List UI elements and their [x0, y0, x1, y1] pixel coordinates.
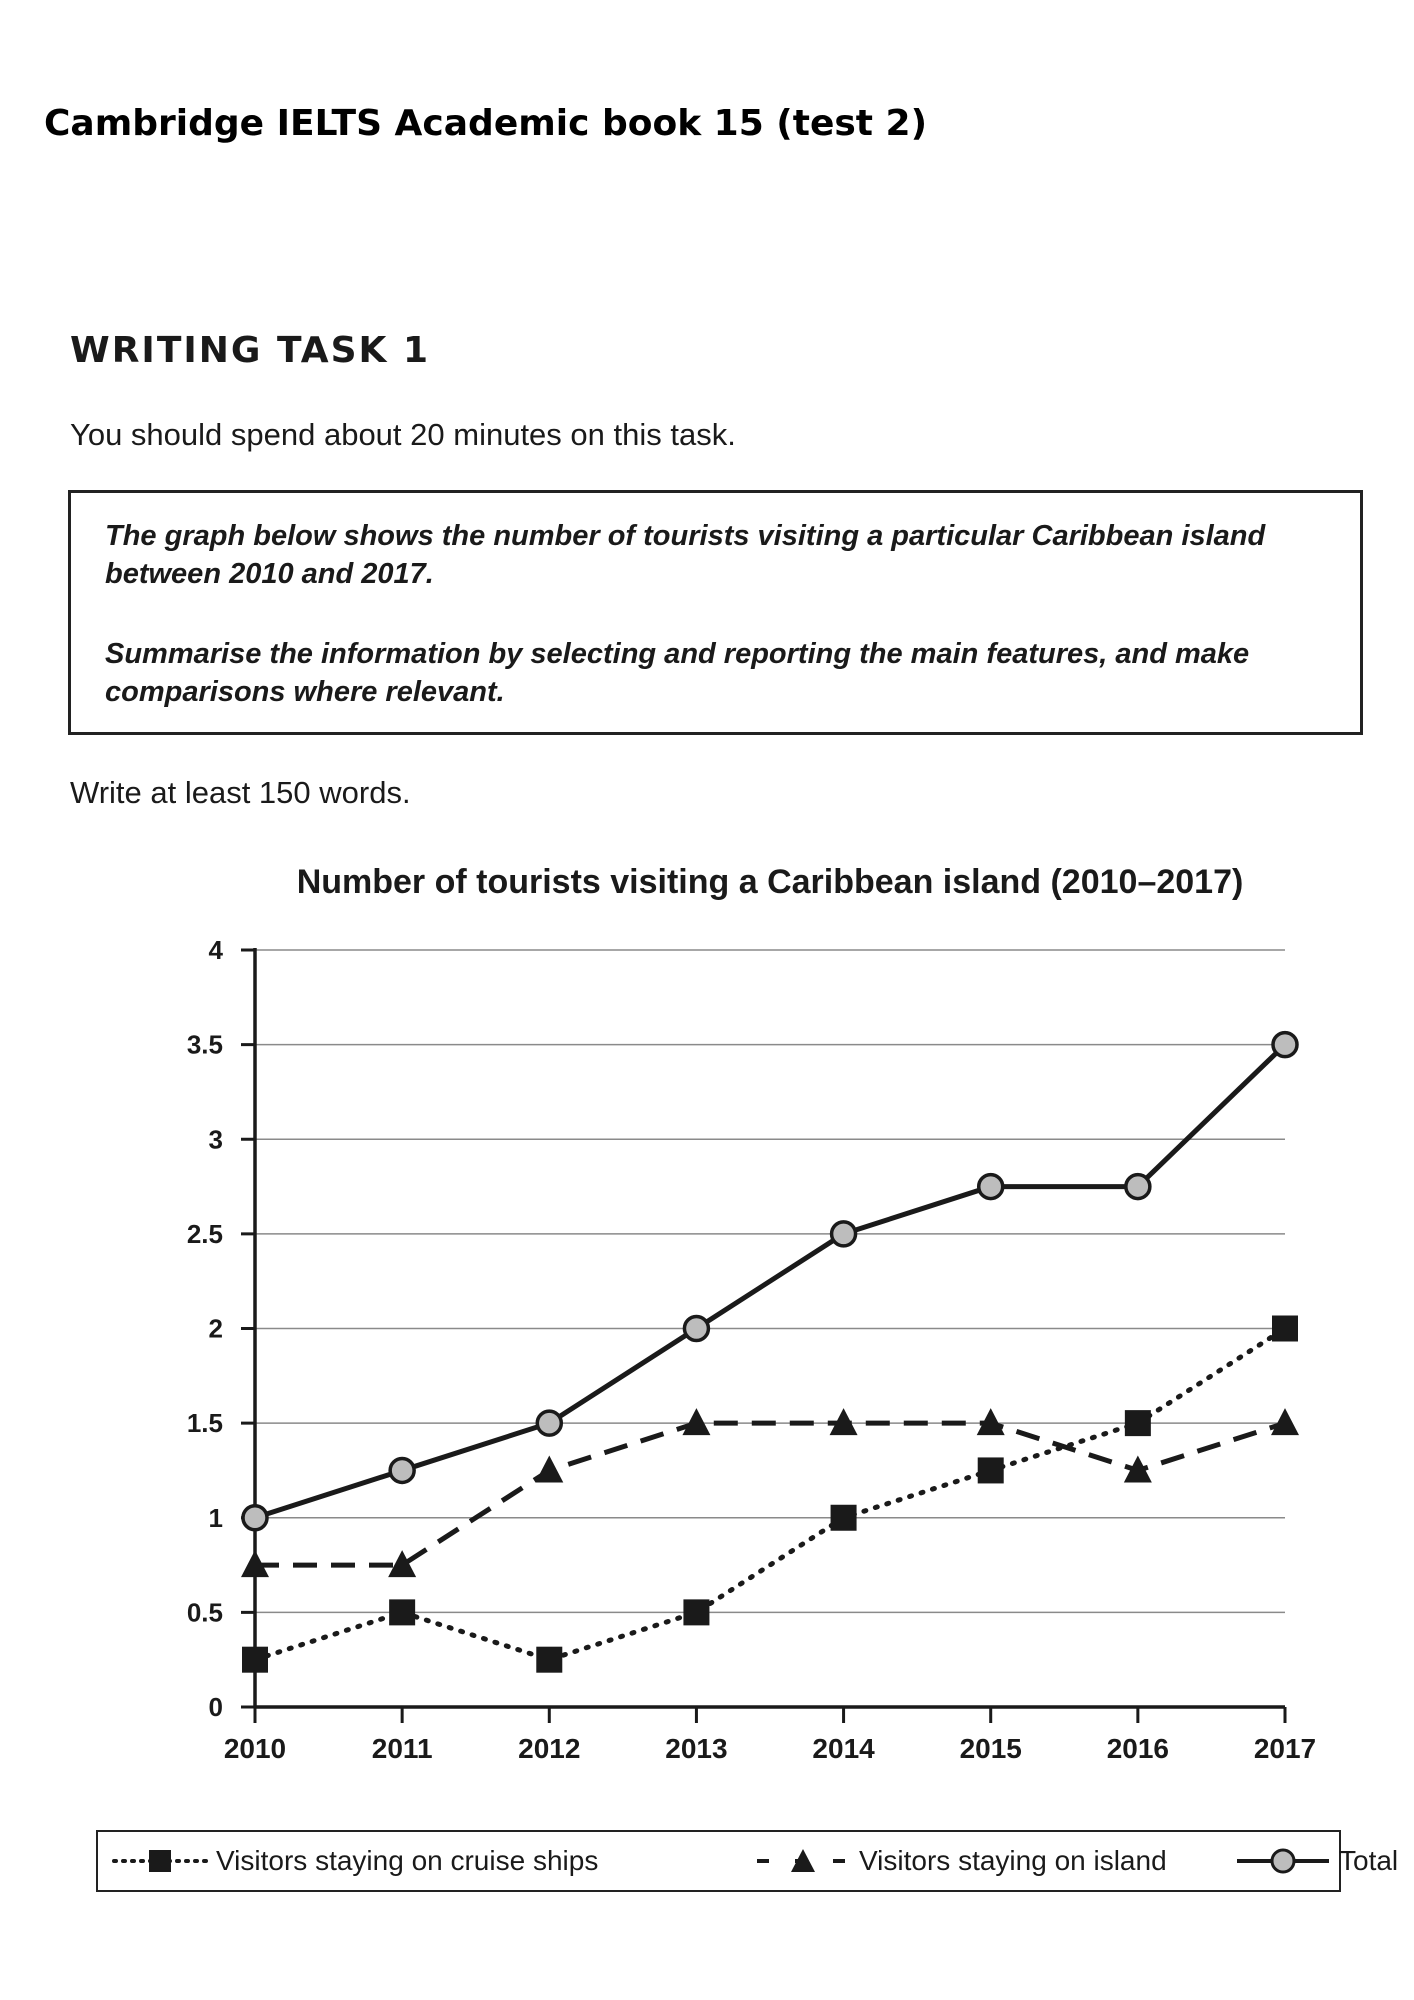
x-tick-label: 2012 — [518, 1733, 581, 1764]
legend-item-island — [753, 1832, 1167, 1889]
total-point — [1273, 1033, 1297, 1057]
total-point — [390, 1458, 414, 1482]
x-tick-label: 2011 — [371, 1733, 433, 1764]
legend-circle-marker-icon — [1233, 1846, 1333, 1876]
task-prompt: The graph below shows the number of tourists visiting a particular Caribbean island between 2010 and 2017. — [105, 520, 1266, 590]
x-tick-label: 2013 — [665, 1733, 728, 1764]
cruise-ships-point — [683, 1599, 709, 1625]
x-tick-label: 2016 — [1106, 1733, 1170, 1764]
island-point — [682, 1408, 710, 1435]
chart-legend — [96, 1830, 1399, 1892]
x-tick-label: 2014 — [812, 1733, 875, 1764]
cruise-ships-point — [831, 1505, 857, 1531]
cruise-ships-point — [1272, 1316, 1298, 1342]
y-tick-label: 3.5 — [186, 1029, 223, 1060]
y-tick-label: 3 — [208, 1124, 223, 1155]
y-tick-label: 1.5 — [186, 1408, 223, 1439]
total-point — [243, 1506, 267, 1530]
cruise-ships-point — [978, 1457, 1004, 1483]
y-tick-label: 2 — [208, 1313, 223, 1344]
summary-instruction: Summarise the information by selecting and reporting the main features, and make comparisons where relevant. — [105, 638, 1250, 708]
total-point — [979, 1175, 1003, 1199]
total-point — [537, 1411, 561, 1435]
legend-square-marker-icon — [110, 1846, 210, 1876]
word-count-instruction: Write at least 150 words. — [70, 775, 411, 810]
cruise-ships-point — [1125, 1410, 1151, 1436]
y-tick-label: 0.5 — [186, 1597, 223, 1628]
cruise-ships-point — [389, 1599, 415, 1625]
island-point — [1271, 1408, 1299, 1435]
cruise-ships-point — [242, 1647, 268, 1673]
total-line — [255, 1045, 1285, 1518]
page-header-title: Cambridge IELTS Academic book 15 (test 2) — [44, 103, 928, 144]
legend-triangle-marker-icon — [753, 1846, 853, 1876]
legend-label-total: Total — [1339, 1844, 1399, 1876]
total-point — [684, 1317, 708, 1341]
legend-item-cruise-ships — [110, 1832, 598, 1889]
task-heading: WRITING TASK 1 — [70, 330, 431, 371]
x-tick-label: 2017 — [1253, 1733, 1317, 1764]
y-tick-label: 2.5 — [186, 1218, 223, 1249]
island-line — [255, 1423, 1285, 1565]
total-point — [832, 1222, 856, 1246]
y-tick-label: 4 — [208, 935, 223, 965]
legend-item-total — [1233, 1832, 1398, 1889]
legend-label-cruise-ships: Visitors staying on cruise ships — [216, 1844, 599, 1876]
y-tick-label: 0 — [208, 1692, 223, 1722]
cruise-ships-point — [536, 1647, 562, 1673]
total-point — [1126, 1175, 1150, 1199]
y-tick-label: 1 — [208, 1502, 223, 1533]
x-tick-label: 2015 — [959, 1733, 1022, 1764]
x-tick-label: 2010 — [223, 1733, 287, 1764]
island-point — [535, 1455, 563, 1482]
chart-title: Number of tourists visiting a Caribbean island (2010–2017) — [296, 863, 1244, 901]
time-instruction: You should spend about 20 minutes on this task. — [70, 417, 736, 452]
legend-label-island: Visitors staying on island — [859, 1844, 1167, 1876]
